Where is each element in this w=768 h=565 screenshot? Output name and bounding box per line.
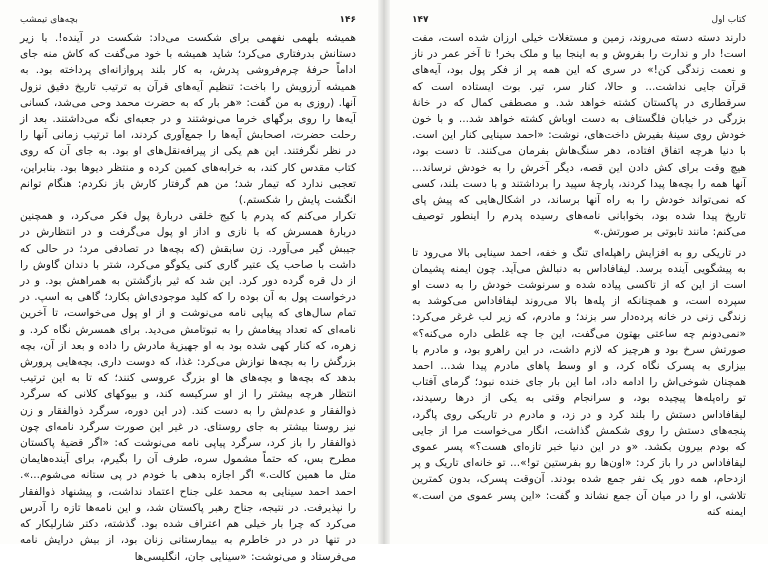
right-page-body xyxy=(412,30,746,520)
left-paragraph-1: همیشه بلهمی نفهمی برای شکست می‌داد: شکست در آینده!. با زیر دستانش بدرفتاری می‌کرد؛ شاید همیشه با خود می‌گفت که کاش منه جای اداماً حرفهٔ چرم‌فروشی پدرش، به کار بلند پروازانه‌ای پرداخته بود. به همیشه آرزویش را باخت: تنظیم آیه‌های قرآن به ترتیب تاریخ دقیق نزول آنها. (روزی به من گفت: «هر بار که به حضرت محمد وحی می‌شد، کسانی آیه‌ها را روی برگهای خرما می‌نوشتند و در جعبه‌ای نگه می‌داشتند. بعد از رحلت حضرت، اصحابش آیه‌ها را جمع‌آوری کردند، اما ترتیب زمانی آنها را در نظر نگرفتند. این هم یکی از پیرافه‌نقل‌های او بود. به جای آن که روی کتاب مقدس کار کند، به خرابه‌های کمین کرده و منتظر دیوها بود. بنابراین، تعجبی ندارد که تیمار شد؛ من هم گرفتار کارش باز نکردم: هنگام توانم انگشت پایش را شکستم.) xyxy=(20,32,356,207)
right-page-header xyxy=(412,14,746,26)
right-paragraph-1: دارند دسته دسته می‌روند، زمین و مستغلات خیلی ارزان شده است، مفت است! دار و ندارت را بفروش و به اینجا بیا و ملک بخر! تا آخر عمر در ناز و نعمت زندگی کن!» در سری که این همه پر از فکر پول بود، آیه‌های قرآن جایی نداشت... و حالا، کنار سر، تیر. بوت ایستاده است که سرقطاری در پاکستان کشته خواهد شد. و مصطفی کمال که در خانهٔ بزرگی در خیابان فلگستاف به دست اوباش کشته خواهد شد... و با خون خودش روی سینهٔ بفیرش داخت‌های، نوشت: «احمد سینایی کنار این است. با دنیا هرچه اتفاق افتاده، دهر سنگ‌هاش بفرمان می‌کنند. تا دست بود، هیچ وقت برای کش دادن این قصه، دیگر آخرش را به خودش نرساند... آنها همه را بچه‌ها پیدا کردند، پارچهٔ سپید را برداشتند و با دست بلند، کسی که نمی‌تواند خودش را به راه آنها برساند، در اشکال‌هایی که پیش پای تاریخ پیدا شده بود، بخوابانی نامه‌های رسیده پدرم را اینطور توصیف می‌کنم: مانند تابوتی بر صورتش.» xyxy=(411,32,746,239)
left-paragraph-2: تکرار می‌کنم که پدرم با کیج خلقی دربارهٔ پول فکر می‌کرد، و همچنین دربارهٔ همسرش که با نازی و اداز او پول می‌گرفت و در انتظارش در جیبش گیر می‌آورد. زن سابقش (که بچه‌ها در تصادفی مرد؛ در حالی که داشت با صاحب یک عتیر گاری کنی یکوگو می‌کرد، شتر با دندان گاوش را از دل قره گرده دور کرد. این شد که ثیر بازگشتن به همراهش بود. و در درخواست پول به آن بوده را که کلید موجودی‌اش بکارد؛ گاهی به اسپ. در تمام سال‌های که پیاپی نامه می‌نوشت و از او پول می‌خواست، تا آخرین نامه‌ای که تعداد پیغامش را به تبوتامش می‌دید. برای همسرش نگاه کرد. و زهره، که کنار کهی شده بود به او جهیزیهٔ مادرش را داده و بعد از آن، بچه بزرگش را به بچه‌ها نوازش می‌کرد: غذا، که دوست داری. بچه‌هایی پرورش بدهد که بچه‌ها و بچه‌های ها او بزرگ عروسی کنند؛ که تا به این ترتیب انتظار هرچه بیشتر را از او سرکیسه کند، و بیوکهای کلانی که سرگرد ذوالفقار و عدم‌لش را به دست کند. (در این دوره، سرگرد ذوالفقار و زن نیز روستا بیشتر به جای روستای. در غیر این صورت سرگرد نامه‌ای چون ذوالفقار را باز کرد، سرگرد پیاپی نامه می‌نوشت که: «اگر قضیهٔ پاکستان مطرح بس، که حتماً مشمول سره، طرف آن را بگیرم، برای آینده‌هایمان متل ما همین کالت.» اگر اجازه بدهی با خودم در پی ستانه می‌شوم...». احمد احمد سینایی به محمد علی جناح اعتماد نداشت، و پیشنهاد ذوالفقار را نپذیرفت. در نتیجه، جناح رهبر پاکستان شد، و این نامه‌ها تازه را آدرس می‌کرد که چرا بار خیلی هم اعتراف شده بود. گذشته، دکتر شارلیکار که در تنها در در در خاطرم به بیمارستانی زنان بود، از بیش درایش نامه می‌فرستاد و می‌نوشت: «سینایی جان، انگلیسی‌ها xyxy=(20,210,356,563)
right-running-head: کتاب اول xyxy=(711,15,746,25)
right-page-number: ۱۴۷ xyxy=(412,15,429,25)
left-page-header xyxy=(20,14,356,26)
book-gutter xyxy=(378,0,390,544)
left-running-head: بچه‌های تیمشب xyxy=(20,15,78,25)
left-page xyxy=(0,0,378,563)
left-page-number: ۱۴۶ xyxy=(339,15,356,25)
left-page-body xyxy=(20,30,356,565)
right-page xyxy=(390,0,768,544)
right-paragraph-2: در تاریکی رو به افزایش راهپله‌ای تنگ و خفه، احمد سینایی بالا می‌رود تا به پیشگویی آینده برسد. لیفافاداس به دنبالش می‌آید. چون ایمنه پشیمان است از این که از تاکسی پیاده شده و سرنوشت خودش را به دست او سپرده است، و همچنانکه از پله‌ها بالا می‌روند لیفافاداس می‌کوشد به زندگی زنی در خانه پرده‌دار سر بزند؛ و مادرم، که زیر لب غرغر می‌کرد: «نمی‌دونم چه ساعتی بهتون می‌گفت، این جا چه غلطی داره می‌کنه؟» صورتش سرخ بود و هرچیز که لازم داشت، در این راهرو بود، و مادرم با بیزاری به پسرک نگاه کرد، و او وسط پاهای مادرم پیدا شد... احمد همچنان شوخی‌اش را ادامه داد، اما این بار جای خنده نبود؛ گرمای آفتاب تو راه‌پله‌ها پیچیده بود، و سرانجام وقتی به یکی از درها رسیدند، لیفافاداس دستش را بلند کرد و در زد، و مادرم در تاریکی روی پاگرد، پنجه‌های دستش را روی شکمش گذاشت، انگار می‌خواست مرا از جایی که بودم بیرون بکشد. «و در این دنیا خبر تازه‌ای هست؟» پسر عموی لیفافاداس در را باز کرد: «اون‌ها رو بفرستین تو!»... تو خانه‌ای تاریک و پر ازدحام، همه دور یک نفر جمع شده بودند. آن‌وقت پسرک، بدون کمترین تلاشی، او را در میان آن جمع نشاند و گفت: «این پسر عموی من است.» ایمنه کنه xyxy=(412,246,746,518)
